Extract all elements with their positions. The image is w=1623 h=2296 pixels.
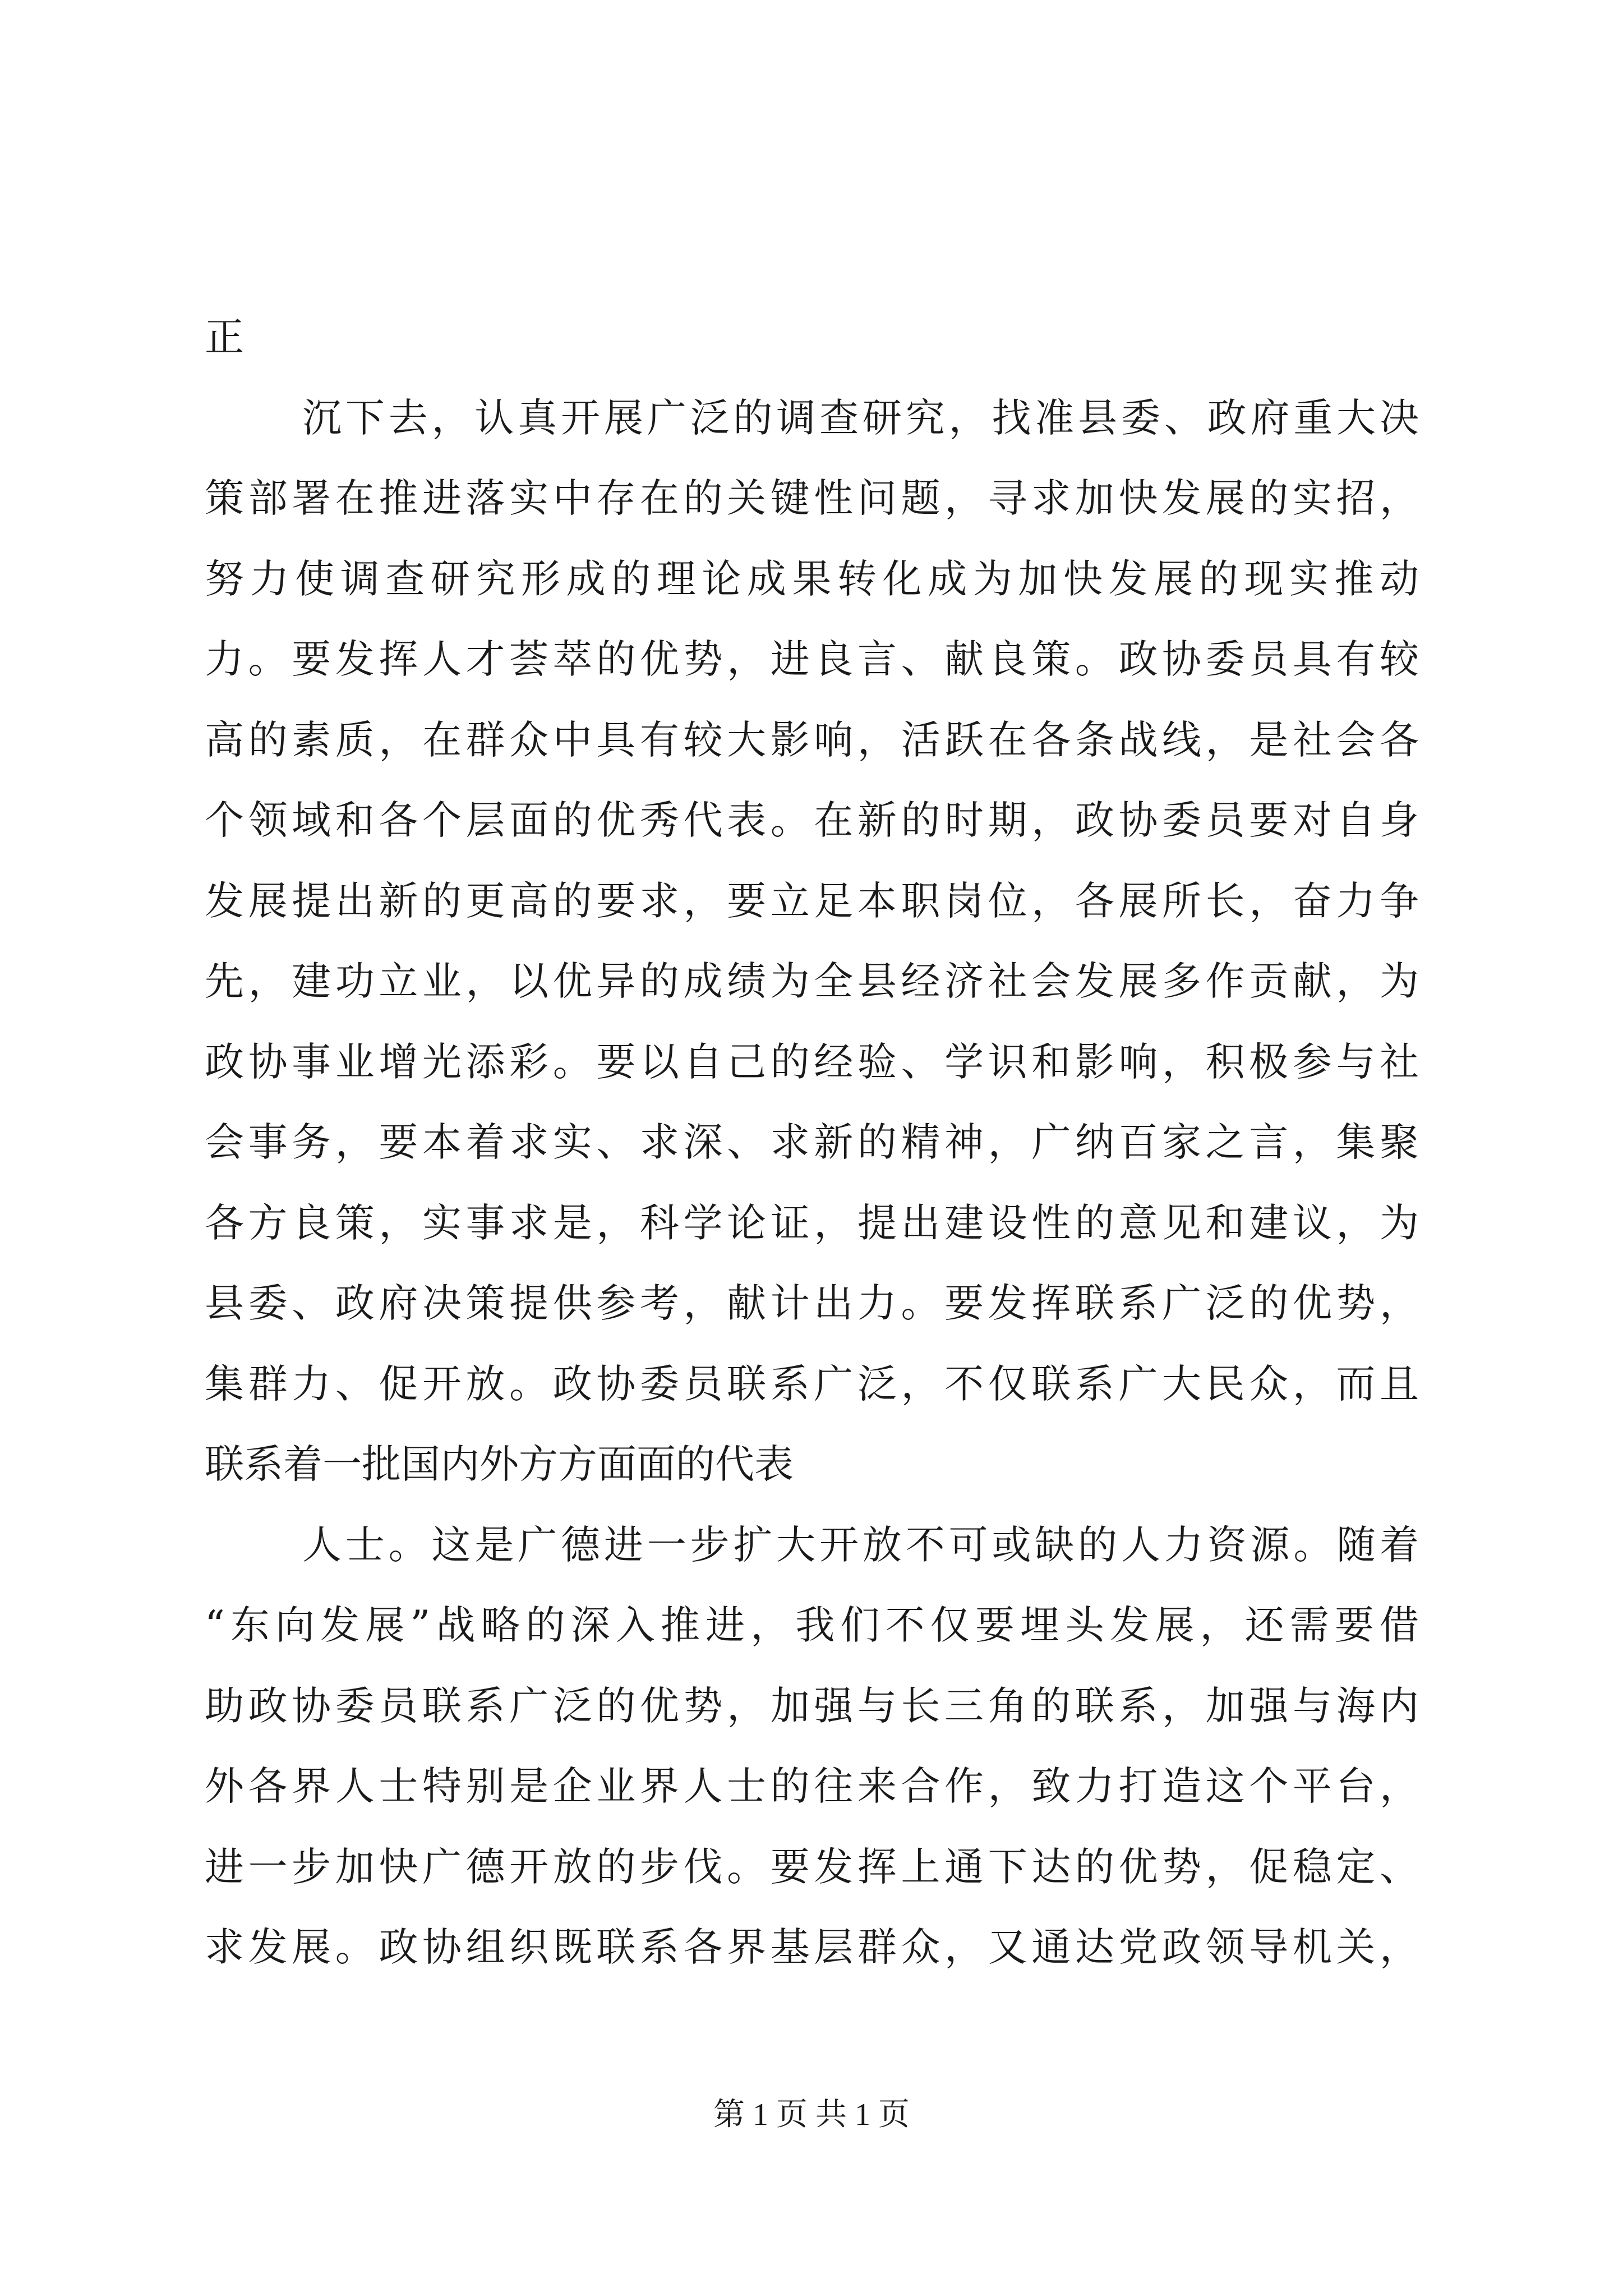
text-line: 先，建功立业，以优异的成绩为全县经济社会发展多作贡献，为 <box>205 958 1419 1004</box>
text-line: 沉下去，认真开展广泛的调查研究，找准县委、政府重大决 <box>302 394 1419 441</box>
text-line: 各方良策，实事求是，科学论证，提出建设性的意见和建议，为 <box>205 1199 1419 1246</box>
page-footer: 第 1 页 共 1 页 <box>713 2097 910 2132</box>
text-line: 助政协委员联系广泛的优势，加强与长三角的联系，加强与海内 <box>205 1682 1419 1729</box>
text-line: 努力使调查研究形成的理论成果转化成为加快发展的现实推动 <box>205 555 1419 602</box>
text-line: 力。要发挥人才荟萃的优势，进良言、献良策。政协委员具有较 <box>205 636 1419 682</box>
document-body <box>205 297 1419 1988</box>
text-line: 策部署在推进落实中存在的关键性问题，寻求加快发展的实招， <box>205 475 1419 521</box>
text-line: 会事务，要本着求实、求深、求新的精神，广纳百家之言，集聚 <box>205 1119 1419 1165</box>
text-line: 高的素质，在群众中具有较大影响，活跃在各条战线，是社会各 <box>205 716 1419 763</box>
text-line: 个领域和各个层面的优秀代表。在新的时期，政协委员要对自身 <box>205 797 1419 843</box>
text-line: 县委、政府决策提供参考，献计出力。要发挥联系广泛的优势， <box>205 1280 1419 1326</box>
text-line: 联系着一批国内外方方面面的代表 <box>205 1441 794 1487</box>
text-line: “东向发展”战略的深入推进，我们不仅要埋头发展，还需要借 <box>205 1602 1419 1648</box>
text-line: 求发展。政协组织既联系各界基层群众，又通达党政领导机关， <box>205 1924 1419 1970</box>
text-line: 进一步加快广德开放的步伐。要发挥上通下达的优势，促稳定、 <box>205 1843 1419 1890</box>
text-line: 发展提出新的更高的要求，要立足本职岗位，各展所长，奋力争 <box>205 877 1419 924</box>
text-line: 集群力、促开放。政协委员联系广泛，不仅联系广大民众，而且 <box>205 1360 1419 1407</box>
text-line: 政协事业增光添彩。要以自己的经验、学识和影响，积极参与社 <box>205 1038 1419 1085</box>
text-line: 正 <box>205 314 244 360</box>
text-line: 外各界人士特别是企业界人士的往来合作，致力打造这个平台， <box>205 1763 1419 1809</box>
text-line: 人士。这是广德进一步扩大开放不可或缺的人力资源。随着 <box>302 1521 1419 1568</box>
